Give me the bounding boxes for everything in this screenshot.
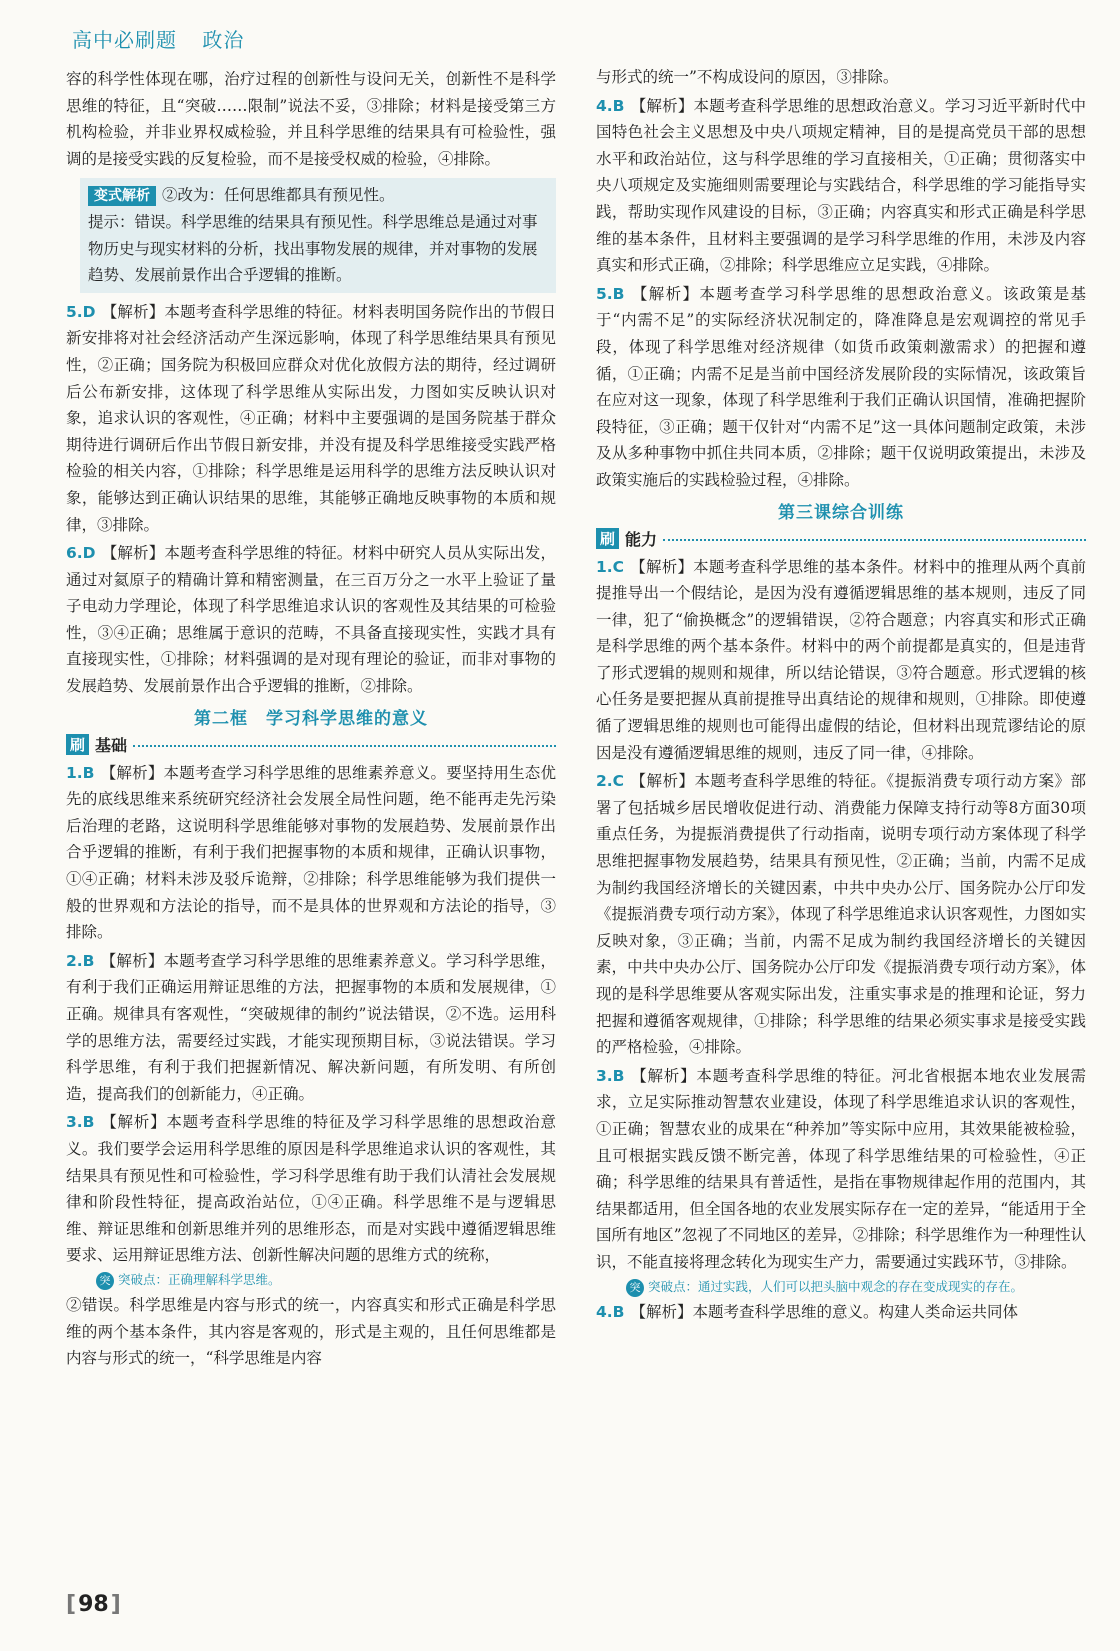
answer-number: 1.B bbox=[66, 763, 95, 782]
page-header bbox=[72, 24, 262, 53]
answer-item bbox=[66, 760, 556, 946]
answer-item bbox=[596, 281, 1086, 494]
variant-question: ②改为：任何思维都具有预见性。 bbox=[162, 186, 395, 205]
answer-text: 【解析】本题考查科学思维的特征。材料表明国务院作出的节假日新安排将对社会经济活动产生深远影响，体现了科学思维结果具有预见性，②正确；国务院为积极回应群众对优化放假方法的期待，经过调研后公布新安排，这体现了科学思维从实际出发，力图如实反映认识对象，追求认识的客观性，④正确；材料中主要强调的是国务院基于群众期待进行调研后作出节假日新安排，并没有提及科学思维接受实践严格检验的相关内容，①排除；科学思维是运用科学的思维方法反映认识对象，能够达到正确认识结果的思维，其能够正确地反映事物的本质和规律，③排除。 bbox=[66, 302, 556, 534]
answer-item bbox=[596, 768, 1086, 1061]
answer-text: 【解析】本题考查学习科学思维的思想政治意义。该政策是基于“内需不足”的实际经济状况制定的，降准降息是宏观调控的常见手段，体现了科学思维对经济规律（如货币政策刺激需求）的把握和遵循，①正确；内需不足是当前中国经济发展阶段的实际情况，该政策旨在应对这一现象，体现了科学思维利于我们正确认识国情，准确把握阶段特征，③正确；题干仅针对“内需不足”这一具体问题制定政策，未涉及从多种事物中抓住共同本质，②排除；题干仅说明政策提出，未涉及政策实施后的实践检验过程，④排除。 bbox=[596, 284, 1086, 489]
section-title: 第二框 学习科学思维的意义 bbox=[194, 708, 428, 729]
variant-answer: 提示：错误。科学思维的结果具有预见性。科学思维总是通过对事物历史与现实材料的分析，找出事物发展的规律，并对事物的发展趋势、发展前景作出合乎逻辑的推断。 bbox=[88, 212, 538, 285]
answer-number: 6.D bbox=[66, 544, 96, 563]
answer-number: 5.D bbox=[66, 302, 96, 321]
subject-title: 政治 bbox=[202, 28, 245, 52]
answer-text: 【解析】本题考查学习科学思维的思维素养意义。要坚持用生态优先的底线思维来系统研究经济社会发展全局性问题，绝不能再走先污染后治理的老路，这说明科学思维能够对事物的发展趋势、发展前景作出合乎逻辑的推断，有利于我们把握事物的本质和规律，正确认识事物，①④正确；材料未涉及驳斥诡辩，②排除；科学思维能够为我们提供一般的世界观和方法论的指导，而不是具体的世界观和方法论的指导，③排除。 bbox=[66, 763, 556, 942]
level-band-ability bbox=[596, 527, 1086, 550]
answer-number: 2.B bbox=[66, 951, 95, 970]
answer-text: 【解析】本题考查科学思维的特征及学习科学思维的思想政治意义。我们要学会运用科学思维的原因是科学思维追求认识的客观性，其结果具有预见性和可检验性，学习科学思维有助于我们认清社会发展规律和阶段性特征，提高政治站位，①④正确。科学思维不是与逻辑思维、辩证思维和创新思维并列的思维形态，而是对实践中遵循逻辑思维要求、运用辩证思维方法、创新性解决问题的思维方式的统称， bbox=[66, 1113, 556, 1265]
answer-text: 【解析】本题考查科学思维的思想政治意义。学习习近平新时代中国特色社会主义思想及中央八项规定精神，目的是提高党员干部的思想水平和政治站位，这与科学思维的学习直接相关，①正确；贯彻落实中央八项规定及实施细则需要理论与实践结合，科学思维的学习能指导实践，帮助实现作风建设的目标，③正确；内容真实和形式正确是科学思维的基本条件，且材料主要强调的是学习科学思维的作用，未涉及内容真实和形式正确，②排除；科学思维应立足实践，④排除。 bbox=[596, 96, 1086, 275]
band-label: 基础 bbox=[95, 735, 128, 755]
answer-item bbox=[596, 93, 1086, 279]
variant-analysis-label: 变式解析 bbox=[88, 186, 156, 206]
answer-number: 3.B bbox=[66, 1113, 95, 1132]
band-icon: 刷 bbox=[596, 528, 619, 549]
answer-item bbox=[66, 540, 556, 700]
band-icon: 刷 bbox=[66, 734, 89, 755]
left-column bbox=[66, 66, 556, 1372]
paragraph: 容的科学性体现在哪，治疗过程的创新性与设问无关，创新性不是科学思维的特征，且“突破……限制”说法不妥，③排除；材料是接受第三方机构检验，并非业界权威检验，并且科学思维的结果具有可检验性，强调的是接受实践的反复检验，而不是接受权威的检验，④排除。 bbox=[66, 70, 556, 168]
band-label: 能力 bbox=[625, 529, 658, 549]
breakthrough-icon: 突 bbox=[96, 1272, 114, 1290]
answer-text: 【解析】本题考查科学思维的基本条件。材料中的推理从两个真前提推导出一个假结论，是因为没有遵循逻辑思维的基本规则，违反了同一律，犯了“偷换概念”的逻辑错误，②符合题意；内容真实和形式正确是科学思维的两个基本条件。材料中的两个前提都是真实的，但是违背了形式逻辑的规则和规律，所以结论错误，③符合题意。形式逻辑的核心任务是要把握从真前提推导出真结论的规律和规则，①排除。即使遵循了逻辑思维的规则也可能得出虚假的结论，但材料出现荒谬结论的原因是没有遵循逻辑思维的规则，违反了同一律，④排除。 bbox=[596, 557, 1086, 762]
answer-item bbox=[66, 948, 556, 1108]
answer-number: 4.B bbox=[596, 1302, 625, 1321]
section-title: 第三课综合训练 bbox=[778, 502, 904, 523]
answer-item bbox=[596, 1063, 1086, 1276]
answer-item bbox=[596, 554, 1086, 767]
band-divider bbox=[133, 745, 556, 747]
answer-number: 3.B bbox=[596, 1066, 625, 1085]
paragraph: 与形式的统一”不构成设问的原因，③排除。 bbox=[596, 68, 899, 86]
breakthrough-icon: 突 bbox=[626, 1279, 644, 1297]
tip-text: 突破点：正确理解科学思维。 bbox=[118, 1271, 281, 1287]
band-divider bbox=[663, 539, 1086, 541]
answer-number: 2.C bbox=[596, 772, 625, 791]
answer-text: 【解析】本题考查学习科学思维的思维素养意义。学习科学思维，有利于我们正确运用辩证思维的方法，把握事物的本质和发展规律，①正确。规律具有客观性，“突破规律的制约”说法错误，②不选。运用科学的思维方法，需要经过实践，才能实现预期目标，③说法错误。学习科学思维，有利于我们把握新情况、解决新问题，有所发明、有所创造，提高我们的创新能力，④正确。 bbox=[66, 951, 556, 1103]
book-title: 高中必刷题 bbox=[72, 28, 177, 52]
answer-text: 【解析】本题考查科学思维的特征。《提振消费专项行动方案》部署了包括城乡居民增收促进行动、消费能力保障支持行动等8方面30项重点任务，为提振消费提供了行动指南，说明专项行动方案体现了科学思维把握事物发展趋势，结果具有预见性，②正确；当前，内需不足成为制约我国经济增长的关键因素，中共中央办公厅、国务院办公厅印发《提振消费专项行动方案》，体现了科学思维追求认识客观性，力图如实反映对象，③正确；当前，内需不足成为制约我国经济增长的关键因素，中共中央办公厅、国务院办公厅印发《提振消费专项行动方案》，体现的是科学思维要从客观实际出发，注重实事求是的推理和论证，努力把握和遵循客观规律，①排除；科学思维的结果必须实事求是接受实践的严格检验，④排除。 bbox=[596, 772, 1086, 1057]
answer-item bbox=[596, 1299, 1086, 1326]
answer-number: 5.B bbox=[596, 284, 625, 303]
tip-note bbox=[626, 1278, 1086, 1297]
answer-number: 1.C bbox=[596, 557, 625, 576]
tip-note bbox=[96, 1271, 556, 1290]
answer-text: 【解析】本题考查科学思维的特征。材料中研究人员从实际出发，通过对氦原子的精确计算和精密测量，在三百万分之一水平上验证了量子电动力学理论，体现了科学思维追求认识的客观性及其结果的可检验性，③④正确；思维属于意识的范畴，不具备直接现实性，实践才具有直接现实性，①排除；材料强调的是对现有理论的验证，而非对事物的发展趋势、发展前景作出合乎逻辑的推断，②排除。 bbox=[66, 544, 556, 696]
right-column bbox=[596, 64, 1086, 1325]
variant-analysis-box bbox=[80, 178, 556, 292]
answer-item bbox=[66, 299, 556, 538]
level-band-basic bbox=[66, 733, 556, 756]
answer-item bbox=[66, 1109, 556, 1269]
tip-text: 突破点：通过实践，人们可以把头脑中观念的存在变成现实的存在。 bbox=[648, 1278, 1024, 1294]
answer-text: 【解析】本题考查科学思维的意义。构建人类命运共同体 bbox=[630, 1302, 1019, 1321]
paragraph: ②错误。科学思维是内容与形式的统一，内容真实和形式正确是科学思维的两个基本条件，其内容是客观的，形式是主观的，且任何思维都是内容与形式的统一，“科学思维是内容 bbox=[66, 1295, 556, 1368]
answer-text: 【解析】本题考查科学思维的特征。河北省根据本地农业发展需求，立足实际推动智慧农业建设，体现了科学思维追求认识的客观性，①正确；智慧农业的成果在“种养加”等实际中应用，其效果能被检验，且可根据实践反馈不断完善，体现了科学思维结果的可检验性，④正确；科学思维的结果具有普适性，是指在事物规律起作用的范围内，其结果都适用，但全国各地的农业发展实际存在一定的差异，“能适用于全国所有地区”忽视了不同地区的差异，②排除；科学思维作为一种理性认识，不能直接将理念转化为现实生产力，需要通过实践环节，③排除。 bbox=[596, 1066, 1086, 1271]
answer-number: 4.B bbox=[596, 96, 625, 115]
page-number: [ 98 ] bbox=[66, 1592, 121, 1617]
